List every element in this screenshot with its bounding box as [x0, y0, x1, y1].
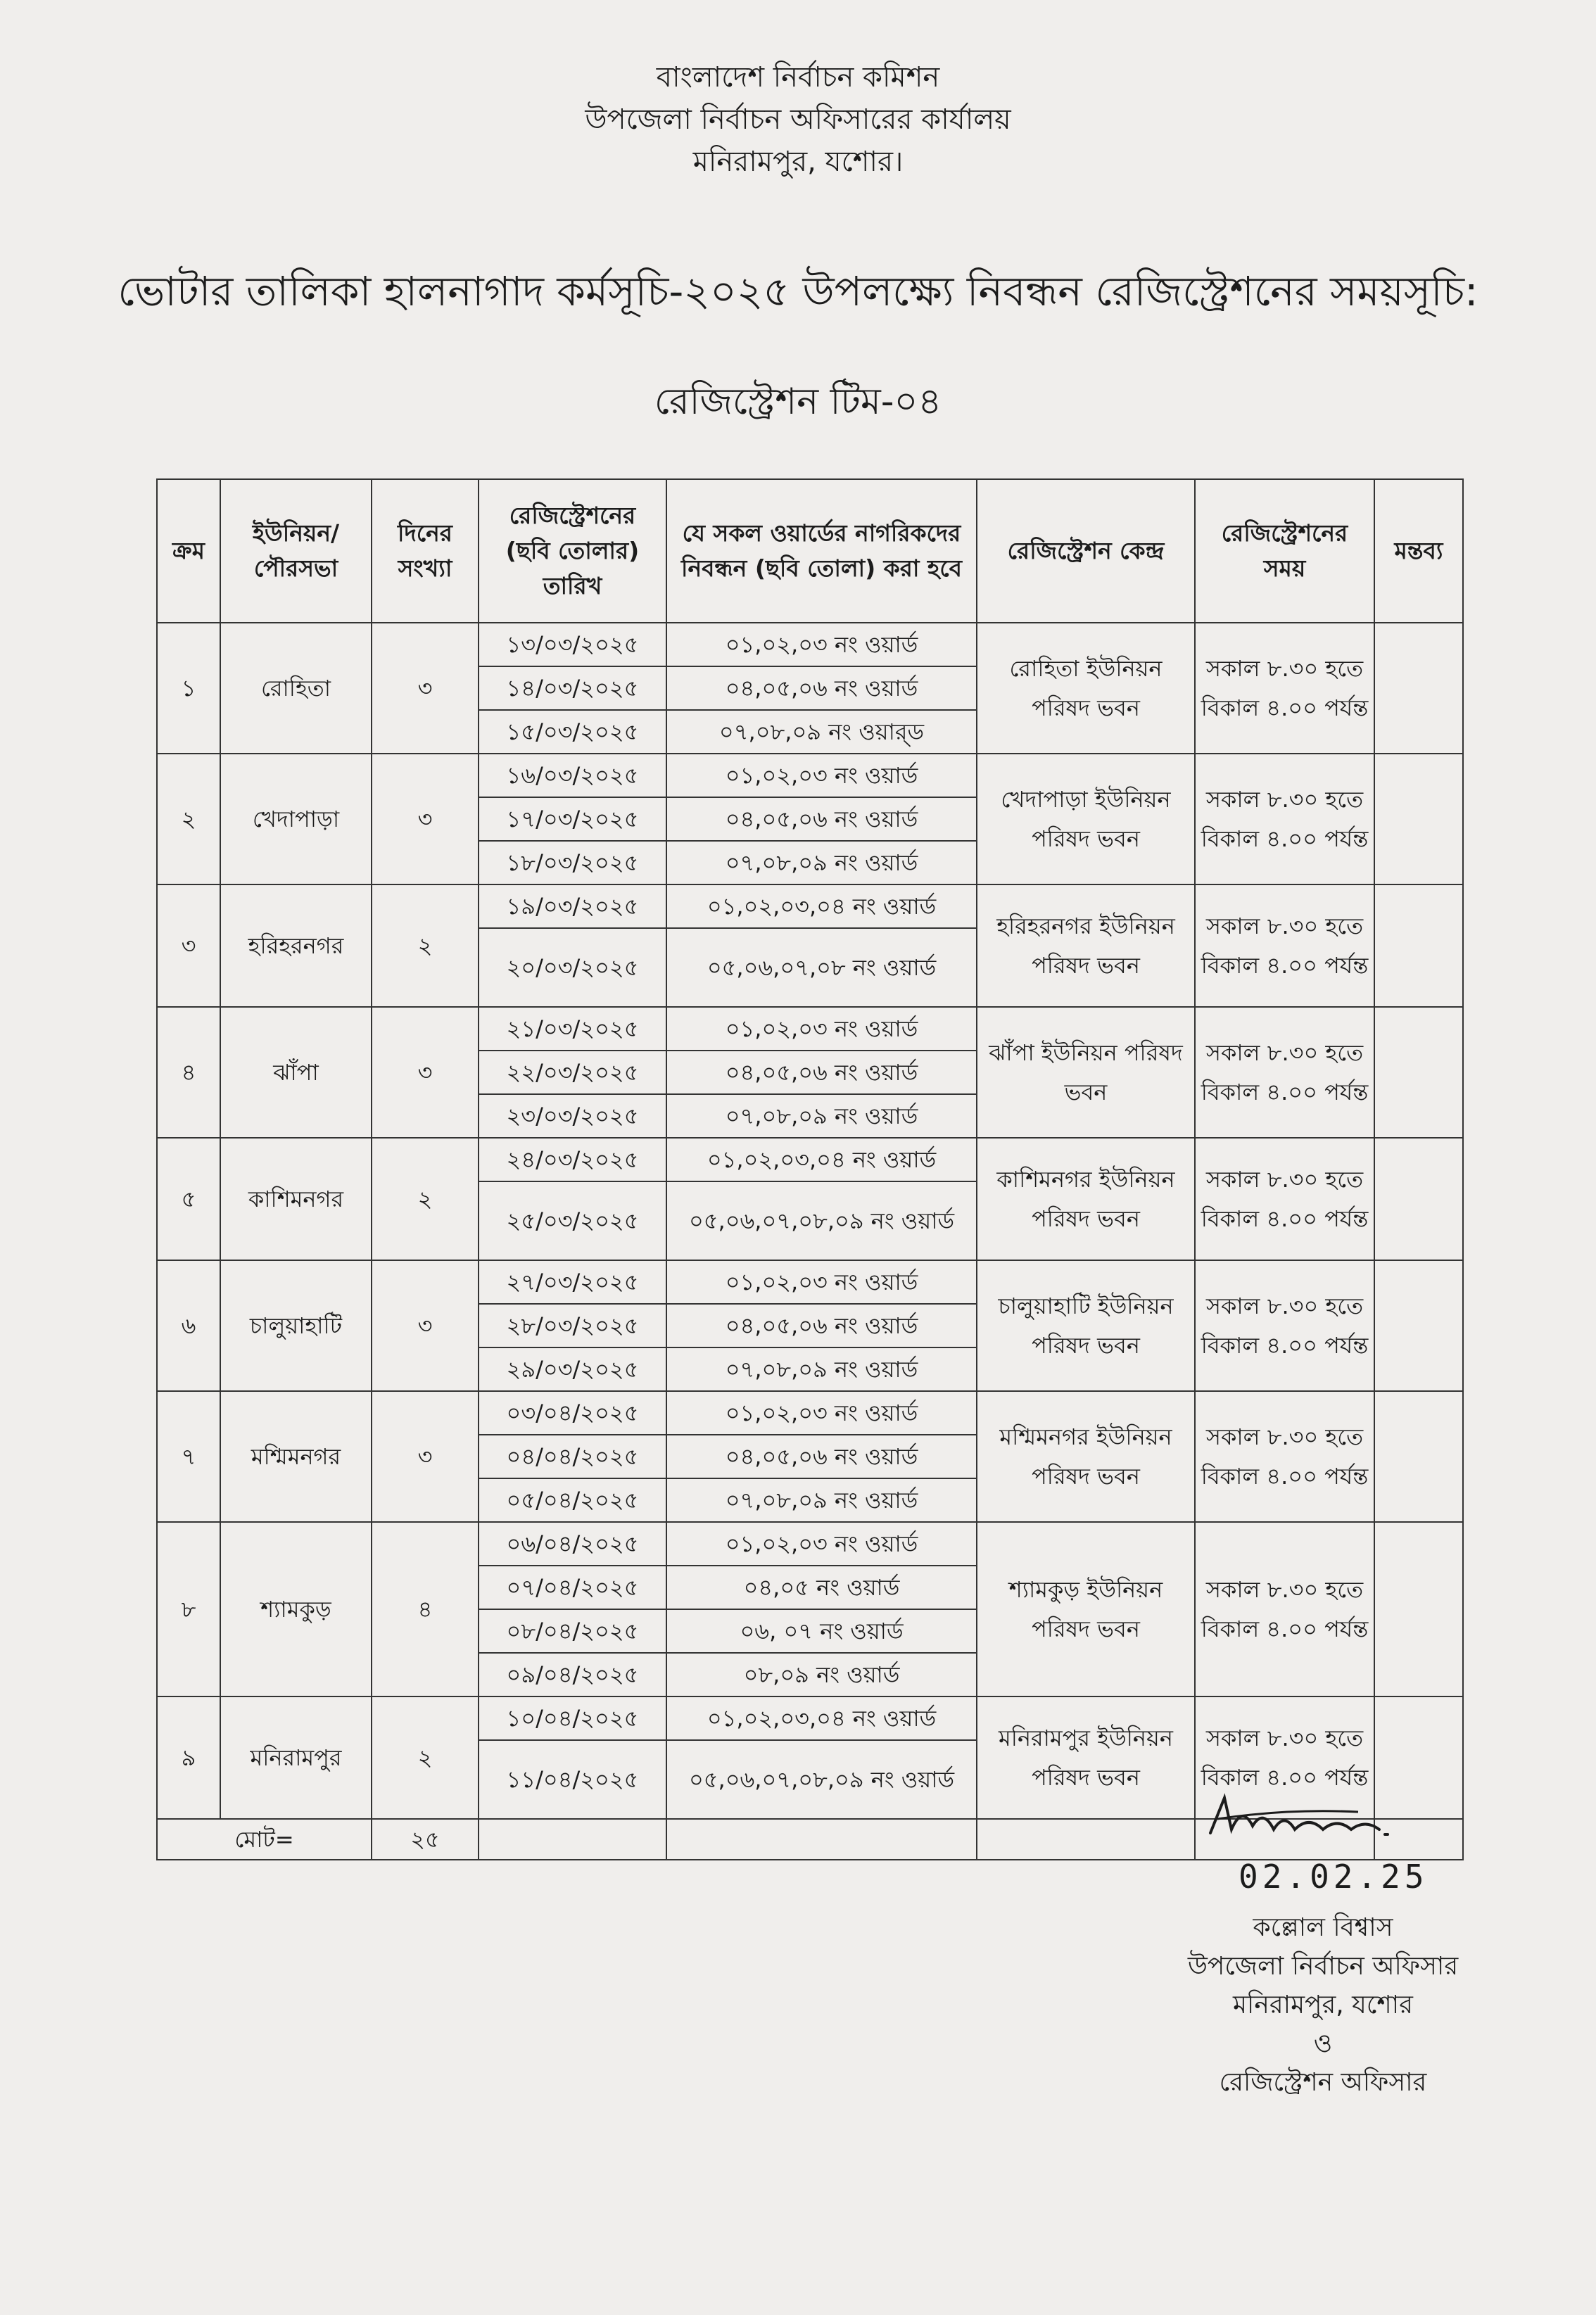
serial-cell: ২	[157, 754, 220, 884]
wards-cell: ০১,০২,০৩ নং ওয়ার্ড	[666, 1260, 977, 1304]
center-cell: কাশিমনগর ইউনিয়ন পরিষদ ভবন	[977, 1138, 1195, 1260]
wards-cell: ০৪,০৫,০৬ নং ওয়ার্ড	[666, 1304, 977, 1347]
union-cell: মনিরামপুর	[220, 1696, 372, 1819]
remark-cell	[1374, 754, 1463, 884]
wards-cell: ০১,০২,০৩ নং ওয়ার্ড	[666, 754, 977, 797]
union-cell: রোহিতা	[220, 623, 372, 754]
serial-cell: ৭	[157, 1391, 220, 1522]
time-cell: সকাল ৮.৩০ হতে বিকাল ৪.০০ পর্যন্ত	[1195, 884, 1374, 1007]
wards-cell: ০১,০২,০৩ নং ওয়ার্ড	[666, 1391, 977, 1435]
date-cell: ২১/০৩/২০২৫	[479, 1007, 666, 1051]
center-cell: মশ্মিমনগর ইউনিয়ন পরিষদ ভবন	[977, 1391, 1195, 1522]
center-cell: মনিরামপুর ইউনিয়ন পরিষদ ভবন	[977, 1696, 1195, 1819]
serial-cell: ১	[157, 623, 220, 754]
date-cell: ২৩/০৩/২০২৫	[479, 1094, 666, 1138]
center-cell: রোহিতা ইউনিয়ন পরিষদ ভবন	[977, 623, 1195, 754]
total-empty-cell	[666, 1819, 977, 1860]
date-cell: ২০/০৩/২০২৫	[479, 928, 666, 1007]
col-days-header: দিনের সংখ্যা	[372, 479, 479, 623]
date-cell: ০৭/০৪/২০২৫	[479, 1566, 666, 1609]
wards-cell: ০১,০২,০৩ নং ওয়ার্ড	[666, 623, 977, 666]
wards-cell: ০১,০২,০৩ নং ওয়ার্ড	[666, 1007, 977, 1051]
date-cell: ০৯/০৪/২০২৫	[479, 1653, 666, 1696]
total-empty-cell	[977, 1819, 1195, 1860]
header-commission: বাংলাদেশ নির্বাচন কমিশন	[656, 61, 940, 94]
time-cell: সকাল ৮.৩০ হতে বিকাল ৪.০০ পর্যন্ত	[1195, 1391, 1374, 1522]
date-cell: ২৭/০৩/২০২৫	[479, 1260, 666, 1304]
wards-cell: ০৪,০৫ নং ওয়ার্ড	[666, 1566, 977, 1609]
wards-cell: ০৫,০৬,০৭,০৮,০৯ নং ওয়ার্ড	[666, 1181, 977, 1260]
col-union-header: ইউনিয়ন/ পৌরসভা	[220, 479, 372, 623]
days-cell: ২	[372, 1138, 479, 1260]
days-cell: ২	[372, 1696, 479, 1819]
remark-cell	[1374, 1391, 1463, 1522]
days-cell: ৩	[372, 623, 479, 754]
union-cell: হরিহরনগর	[220, 884, 372, 1007]
days-cell: ৩	[372, 1391, 479, 1522]
signature-date: 02.02.25	[1239, 1858, 1429, 1896]
header-location: মনিরামপুর, যশোর।	[692, 146, 904, 178]
wards-cell: ০৭,০৮,০৯ নং ওয়ার্ড	[666, 1094, 977, 1138]
date-cell: ২৯/০৩/২০২৫	[479, 1347, 666, 1391]
time-cell: সকাল ৮.৩০ হতে বিকাল ৪.০০ পর্যন্ত	[1195, 1007, 1374, 1138]
date-cell: ০৫/০৪/২০২৫	[479, 1478, 666, 1522]
time-cell: সকাল ৮.৩০ হতে বিকাল ৪.০০ পর্যন্ত	[1195, 1260, 1374, 1391]
col-remark-header: মন্তব্য	[1374, 479, 1463, 623]
date-cell: ০৩/০৪/২০২৫	[479, 1391, 666, 1435]
date-cell: ২৫/০৩/২০২৫	[479, 1181, 666, 1260]
wards-cell: ০১,০২,০৩ নং ওয়ার্ড	[666, 1522, 977, 1566]
days-cell: ৩	[372, 1260, 479, 1391]
wards-cell: ০৮,০৯ নং ওয়ার্ড	[666, 1653, 977, 1696]
center-cell: ঝাঁপা ইউনিয়ন পরিষদ ভবন	[977, 1007, 1195, 1138]
date-cell: ১৯/০৩/২০২৫	[479, 884, 666, 928]
wards-cell: ০৪,০৫,০৬ নং ওয়ার্ড	[666, 797, 977, 841]
days-cell: ২	[372, 884, 479, 1007]
wards-cell: ০৬, ০৭ নং ওয়ার্ড	[666, 1609, 977, 1653]
remark-cell	[1374, 1260, 1463, 1391]
days-cell: ৩	[372, 1007, 479, 1138]
date-cell: ০৪/০৪/২০২৫	[479, 1435, 666, 1478]
wards-cell: ০১,০২,০৩,০৪ নং ওয়ার্ড	[666, 1138, 977, 1181]
wards-cell: ০৭,০৮,০৯ নং ওয়ার্‍ড	[666, 710, 977, 754]
union-cell: মশ্মিমনগর	[220, 1391, 372, 1522]
time-cell: সকাল ৮.৩০ হতে বিকাল ৪.০০ পর্যন্ত	[1195, 1522, 1374, 1696]
union-cell: কাশিমনগর	[220, 1138, 372, 1260]
center-cell: শ্যামকুড় ইউনিয়ন পরিষদ ভবন	[977, 1522, 1195, 1696]
document-title: ভোটার তালিকা হালনাগাদ কর্মসূচি-২০২৫ উপলক্ষ্যে নিবন্ধন রেজিস্ট্রেশনের সময়সূচি:	[118, 267, 1478, 315]
total-days: ২৫	[372, 1819, 479, 1860]
wards-cell: ০৪,০৫,০৬ নং ওয়ার্ড	[666, 1051, 977, 1094]
days-cell: ৩	[372, 754, 479, 884]
date-cell: ১৫/০৩/২০২৫	[479, 710, 666, 754]
table-row	[157, 884, 1463, 928]
time-cell: সকাল ৮.৩০ হতে বিকাল ৪.০০ পর্যন্ত	[1195, 1138, 1374, 1260]
remark-cell	[1374, 1522, 1463, 1696]
table-row	[157, 1260, 1463, 1304]
center-cell: চালুয়াহাটি ইউনিয়ন পরিষদ ভবন	[977, 1260, 1195, 1391]
date-cell: ০৬/০৪/২০২৫	[479, 1522, 666, 1566]
date-cell: ১৮/০৩/২০২৫	[479, 841, 666, 884]
col-serial-header: ক্রম	[157, 479, 220, 623]
handwritten-signature	[1203, 1791, 1414, 1854]
table-row	[157, 1138, 1463, 1181]
table-row	[157, 754, 1463, 797]
serial-cell: ৫	[157, 1138, 220, 1260]
date-cell: ২৪/০৩/২০২৫	[479, 1138, 666, 1181]
table-row	[157, 1391, 1463, 1435]
days-cell: ৪	[372, 1522, 479, 1696]
schedule-table	[156, 478, 1464, 1860]
union-cell: ঝাঁপা	[220, 1007, 372, 1138]
date-cell: ১৪/০৩/২০২৫	[479, 666, 666, 710]
remark-cell	[1374, 884, 1463, 1007]
remark-cell	[1374, 1138, 1463, 1260]
date-cell: ১৩/০৩/২০২৫	[479, 623, 666, 666]
col-time-header: রেজিস্ট্রেশনের সময়	[1195, 479, 1374, 623]
serial-cell: ৪	[157, 1007, 220, 1138]
time-cell: সকাল ৮.৩০ হতে বিকাল ৪.০০ পর্যন্ত	[1195, 623, 1374, 754]
table-row	[157, 1522, 1463, 1566]
officer-role: রেজিস্ট্রেশন অফিসার	[1219, 2068, 1427, 2097]
table-row	[157, 1007, 1463, 1051]
remark-cell	[1374, 623, 1463, 754]
date-cell: ১৬/০৩/২০২৫	[479, 754, 666, 797]
date-cell: ১০/০৪/২০২৫	[479, 1696, 666, 1740]
col-date-header: রেজিস্ট্রেশনের (ছবি তোলার) তারিখ	[479, 479, 666, 623]
col-wards-header: যে সকল ওয়ার্ডের নাগরিকদের নিবন্ধন (ছবি তোলা) করা হবে	[666, 479, 977, 623]
serial-cell: ৩	[157, 884, 220, 1007]
table-row	[157, 623, 1463, 666]
table-header-row	[157, 479, 1463, 623]
officer-place: মনিরামপুর, যশোর	[1233, 1991, 1413, 2019]
date-cell: ০৮/০৪/২০২৫	[479, 1609, 666, 1653]
header-office: উপজেলা নির্বাচন অফিসারের কার্যালয়	[585, 103, 1011, 136]
serial-cell: ৬	[157, 1260, 220, 1391]
total-label: মোট=	[157, 1819, 372, 1860]
officer-conjunction: ও	[1313, 2029, 1333, 2058]
serial-cell: ৮	[157, 1522, 220, 1696]
union-cell: চালুয়াহাটি	[220, 1260, 372, 1391]
officer-designation: উপজেলা নির্বাচন অফিসার	[1187, 1952, 1459, 1981]
time-cell: সকাল ৮.৩০ হতে বিকাল ৪.০০ পর্যন্ত	[1195, 1696, 1374, 1819]
time-cell: সকাল ৮.৩০ হতে বিকাল ৪.০০ পর্যন্ত	[1195, 754, 1374, 884]
date-cell: ১৭/০৩/২০২৫	[479, 797, 666, 841]
team-label: রেজিস্ট্রেশন টিম-০৪	[654, 381, 942, 423]
total-empty-cell	[479, 1819, 666, 1860]
table-body	[157, 623, 1463, 1860]
union-cell: খেদাপাড়া	[220, 754, 372, 884]
wards-cell: ০৭,০৮,০৯ নং ওয়ার্ড	[666, 841, 977, 884]
date-cell: ২৮/০৩/২০২৫	[479, 1304, 666, 1347]
remark-cell	[1374, 1007, 1463, 1138]
center-cell: হরিহরনগর ইউনিয়ন পরিষদ ভবন	[977, 884, 1195, 1007]
table-row	[157, 1696, 1463, 1740]
wards-cell: ০৪,০৫,০৬ নং ওয়ার্ড	[666, 1435, 977, 1478]
union-cell: শ্যামকুড়	[220, 1522, 372, 1696]
wards-cell: ০১,০২,০৩,০৪ নং ওয়ার্ড	[666, 1696, 977, 1740]
officer-name: কল্লোল বিশ্বাস	[1253, 1913, 1393, 1942]
wards-cell: ০১,০২,০৩,০৪ নং ওয়ার্ড	[666, 884, 977, 928]
center-cell: খেদাপাড়া ইউনিয়ন পরিষদ ভবন	[977, 754, 1195, 884]
date-cell: ১১/০৪/২০২৫	[479, 1740, 666, 1819]
wards-cell: ০৭,০৮,০৯ নং ওয়ার্ড	[666, 1478, 977, 1522]
serial-cell: ৯	[157, 1696, 220, 1819]
wards-cell: ০৫,০৬,০৭,০৮,০৯ নং ওয়ার্ড	[666, 1740, 977, 1819]
col-center-header: রেজিস্ট্রেশন কেন্দ্র	[977, 479, 1195, 623]
wards-cell: ০৪,০৫,০৬ নং ওয়ার্ড	[666, 666, 977, 710]
wards-cell: ০৫,০৬,০৭,০৮ নং ওয়ার্ড	[666, 928, 977, 1007]
wards-cell: ০৭,০৮,০৯ নং ওয়ার্ড	[666, 1347, 977, 1391]
date-cell: ২২/০৩/২০২৫	[479, 1051, 666, 1094]
